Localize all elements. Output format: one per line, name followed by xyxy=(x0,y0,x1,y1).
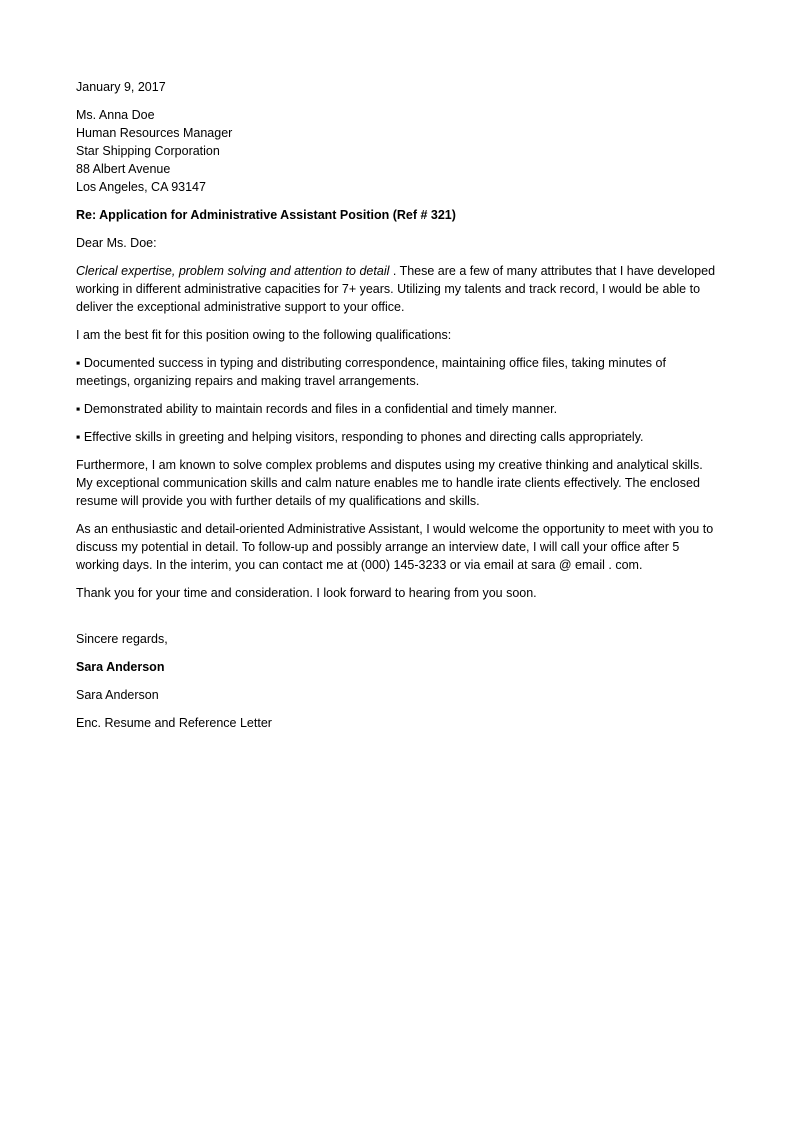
signature-name: Sara Anderson xyxy=(76,688,159,702)
qualification-bullet: ▪ Documented success in typing and distributing correspondence, maintaining office files, taking minutes of meetings, organizing repairs and making travel arrangements. xyxy=(76,356,666,388)
recipient-title: Human Resources Manager xyxy=(76,126,233,140)
recipient-name: Ms. Anna Doe xyxy=(76,108,155,122)
letter-page xyxy=(76,78,716,732)
qualifications-intro: I am the best fit for this position owing to the following qualifications: xyxy=(76,328,452,342)
intro-paragraph-text: . These are a few of many attributes that I have developed working in different administrative capacities for 7+ years. Utilizing my talents and track record, I would be able to deliver the exceptional administrative support to your office. xyxy=(76,264,716,314)
intro-italic-phrase: Clerical expertise, problem solving and attention to detail xyxy=(76,264,390,278)
salutation: Dear Ms. Doe: xyxy=(76,236,157,250)
enthusiastic-paragraph: As an enthusiastic and detail-oriented Administrative Assistant, I would welcome the opportunity to meet with you to discuss my potential in detail. To follow-up and possibly arrange an interview date, I will call your office after 5 working days. In the interim, you can contact me at (000) 145-3233 or via email at sara @ email . com. xyxy=(76,522,714,572)
recipient-address-block xyxy=(76,106,716,196)
closing: Sincere regards, xyxy=(76,632,168,646)
furthermore-paragraph: Furthermore, I am known to solve complex problems and disputes using my creative thinking and analytical skills. My exceptional communication skills and calm nature enables me to handle irate clients effectively. The enclosed resume will provide you with further details of my qualifications and skills. xyxy=(76,458,703,508)
signature-bold: Sara Anderson xyxy=(76,660,165,674)
enclosure-line: Enc. Resume and Reference Letter xyxy=(76,716,272,730)
recipient-city: Los Angeles, CA 93147 xyxy=(76,180,206,194)
subject-line: Re: Application for Administrative Assistant Position (Ref # 321) xyxy=(76,208,456,222)
qualification-bullet: ▪ Demonstrated ability to maintain records and files in a confidential and timely manner. xyxy=(76,402,558,416)
letter-date: January 9, 2017 xyxy=(76,80,166,94)
qualification-bullet: ▪ Effective skills in greeting and helping visitors, responding to phones and directing calls appropriately. xyxy=(76,430,644,444)
thanks-paragraph: Thank you for your time and consideration. I look forward to hearing from you soon. xyxy=(76,586,537,600)
recipient-street: 88 Albert Avenue xyxy=(76,162,171,176)
recipient-company: Star Shipping Corporation xyxy=(76,144,220,158)
intro-paragraph xyxy=(76,262,716,316)
